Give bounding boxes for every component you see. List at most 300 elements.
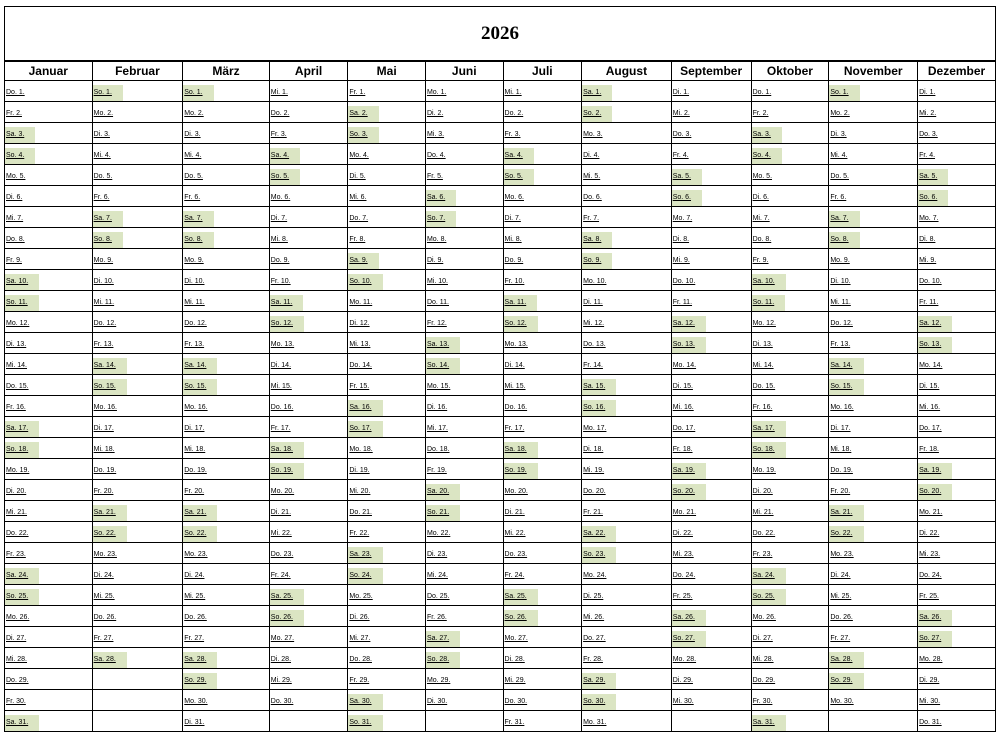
- day-entry: So. 22.: [829, 526, 863, 542]
- day-cell: [503, 606, 582, 627]
- day-entry: Di. 25.: [583, 593, 604, 600]
- day-cell: [582, 648, 672, 669]
- day-cell: [751, 585, 829, 606]
- day-entry: Do. 21.: [349, 509, 372, 516]
- day-entry: So. 15.: [93, 379, 127, 395]
- day-cell: [918, 165, 996, 186]
- day-entry: Mi. 21.: [752, 509, 774, 516]
- day-cell: [269, 606, 348, 627]
- day-entry: So. 22.: [183, 526, 217, 542]
- day-row: [5, 312, 996, 333]
- day-entry: Mi. 22.: [270, 530, 292, 537]
- day-cell: [751, 480, 829, 501]
- day-entry: Mi. 5.: [583, 173, 601, 180]
- day-entry: Fr. 16.: [752, 404, 773, 411]
- day-cell: [92, 207, 183, 228]
- day-cell: [918, 333, 996, 354]
- day-cell: [751, 144, 829, 165]
- day-cell: [503, 522, 582, 543]
- year-title: 2026: [481, 22, 519, 44]
- day-entry: So. 16.: [582, 400, 616, 416]
- day-cell: [269, 669, 348, 690]
- day-entry: Mo. 29.: [426, 677, 451, 684]
- day-cell: [92, 459, 183, 480]
- day-entry: Fr. 7.: [583, 215, 600, 222]
- day-entry: Sa. 28.: [183, 652, 217, 668]
- day-cell: [92, 81, 183, 102]
- day-entry: So. 20.: [918, 484, 952, 500]
- day-cell: [503, 564, 582, 585]
- day-entry: So. 29.: [829, 673, 863, 689]
- day-cell: [918, 606, 996, 627]
- day-entry: Fr. 8.: [349, 236, 366, 243]
- day-entry: Mo. 11.: [349, 299, 373, 306]
- day-cell: [503, 354, 582, 375]
- day-cell: [503, 501, 582, 522]
- day-cell: [269, 165, 348, 186]
- day-entry: Mo. 20.: [504, 488, 528, 495]
- day-entry: Di. 20.: [752, 488, 773, 495]
- day-cell: [183, 270, 270, 291]
- day-entry: Mi. 8.: [504, 236, 522, 243]
- day-entry: So. 7.: [426, 211, 456, 227]
- day-entry: Mi. 28.: [752, 656, 774, 663]
- day-entry: Sa. 13.: [426, 337, 460, 353]
- day-cell: [425, 81, 503, 102]
- day-entry: Di. 2.: [426, 110, 444, 117]
- day-cell: [92, 564, 183, 585]
- day-cell: [183, 606, 270, 627]
- day-cell: [671, 270, 751, 291]
- day-entry: Mo. 6.: [270, 194, 291, 201]
- day-row: [5, 123, 996, 144]
- day-row: [5, 564, 996, 585]
- day-entry: Mo. 22.: [426, 530, 451, 537]
- day-cell: [5, 543, 93, 564]
- day-cell: [348, 207, 426, 228]
- day-entry: Sa. 7.: [183, 211, 213, 227]
- day-cell: [582, 207, 672, 228]
- day-entry: Sa. 3.: [5, 127, 35, 143]
- day-cell: [183, 669, 270, 690]
- day-cell: [183, 564, 270, 585]
- day-cell: [269, 564, 348, 585]
- day-entry: Do. 17.: [919, 425, 942, 432]
- day-entry: So. 26.: [270, 610, 304, 626]
- day-cell: [918, 81, 996, 102]
- day-entry: Do. 24.: [672, 572, 696, 579]
- day-row: [5, 81, 996, 102]
- day-cell: [183, 354, 270, 375]
- day-row: [5, 648, 996, 669]
- day-entry: Fr. 18.: [672, 446, 693, 453]
- day-entry: Mi. 18.: [830, 446, 852, 453]
- day-cell: [582, 333, 672, 354]
- day-row: [5, 669, 996, 690]
- day-entry: Sa. 19.: [918, 463, 952, 479]
- day-entry: Do. 13.: [583, 341, 606, 348]
- day-entry: Do. 11.: [426, 299, 450, 306]
- month-header: Januar: [5, 62, 93, 81]
- day-cell: [92, 312, 183, 333]
- day-entry: Di. 7.: [504, 215, 521, 222]
- day-cell: [503, 312, 582, 333]
- day-cell: [348, 270, 426, 291]
- day-entry: Mo. 12.: [6, 320, 30, 327]
- day-entry: Sa. 3.: [752, 127, 782, 143]
- day-cell: [183, 438, 270, 459]
- day-entry: Mo. 7.: [919, 215, 939, 222]
- day-row: [5, 438, 996, 459]
- day-cell: [751, 543, 829, 564]
- day-entry: Do. 30.: [504, 698, 528, 705]
- day-entry: So. 17.: [348, 421, 382, 437]
- day-cell: [269, 270, 348, 291]
- day-entry: Sa. 21.: [829, 505, 863, 521]
- day-cell: [269, 438, 348, 459]
- day-cell: [829, 207, 918, 228]
- day-entry: Sa. 18.: [504, 442, 538, 458]
- day-entry: Sa. 4.: [270, 148, 300, 164]
- day-entry: Fr. 29.: [349, 677, 370, 684]
- day-cell: [269, 648, 348, 669]
- day-entry: Mi. 19.: [583, 467, 605, 474]
- day-entry: Sa. 21.: [93, 505, 127, 521]
- day-cell: [425, 564, 503, 585]
- day-cell: [183, 627, 270, 648]
- day-cell: [269, 144, 348, 165]
- day-entry: Do. 12.: [830, 320, 853, 327]
- day-entry: Di. 10.: [93, 278, 114, 285]
- day-row: [5, 270, 996, 291]
- day-row: [5, 459, 996, 480]
- day-entry: Fr. 24.: [270, 572, 291, 579]
- day-cell: [503, 669, 582, 690]
- day-cell: [751, 165, 829, 186]
- day-cell: [671, 522, 751, 543]
- day-cell: [348, 396, 426, 417]
- day-cell: [503, 228, 582, 249]
- day-cell: [269, 333, 348, 354]
- day-entry: Mo. 9.: [830, 257, 850, 264]
- day-entry: Mo. 4.: [349, 152, 369, 159]
- day-cell: [92, 249, 183, 270]
- day-entry: Sa. 10.: [752, 274, 786, 290]
- day-entry: Mi. 14.: [6, 362, 28, 369]
- day-row: [5, 501, 996, 522]
- day-entry: Mo. 14.: [919, 362, 943, 369]
- day-entry: Sa. 14.: [93, 358, 127, 374]
- day-entry: Mo. 23.: [184, 551, 208, 558]
- day-entry: Sa. 21.: [183, 505, 217, 521]
- day-entry: Fr. 25.: [672, 593, 693, 600]
- day-cell: [5, 648, 93, 669]
- day-cell: [503, 648, 582, 669]
- day-entry: Fr. 19.: [426, 467, 447, 474]
- day-cell: [671, 627, 751, 648]
- day-cell: [5, 480, 93, 501]
- day-entry: Mi. 26.: [583, 614, 605, 621]
- day-entry: Mo. 5.: [752, 173, 773, 180]
- day-entry: Do. 29.: [6, 677, 29, 684]
- day-cell: [269, 375, 348, 396]
- day-entry: So. 25.: [5, 589, 39, 605]
- day-entry: Mo. 2.: [830, 110, 850, 117]
- day-cell: [183, 711, 270, 732]
- day-cell: [582, 354, 672, 375]
- day-entry: Sa. 20.: [426, 484, 460, 500]
- day-cell: [269, 291, 348, 312]
- day-entry: Sa. 30.: [348, 694, 382, 710]
- day-cell: [751, 627, 829, 648]
- day-cell: [582, 690, 672, 711]
- day-entry: So. 4.: [752, 148, 782, 164]
- day-entry: Sa. 26.: [672, 610, 706, 626]
- day-cell: [918, 144, 996, 165]
- day-entry: Di. 23.: [426, 551, 448, 558]
- day-entry: Fr. 1.: [349, 89, 366, 96]
- day-entry: Sa. 8.: [582, 232, 612, 248]
- day-cell: [918, 270, 996, 291]
- day-cell: [829, 585, 918, 606]
- day-entry: Mi. 16.: [672, 404, 694, 411]
- day-entry: Sa. 6.: [426, 190, 456, 206]
- day-cell: [582, 522, 672, 543]
- day-entry: Mi. 27.: [349, 635, 371, 642]
- day-cell: [425, 396, 503, 417]
- day-entry: Do. 26.: [184, 614, 207, 621]
- day-cell: [425, 270, 503, 291]
- day-cell: [425, 459, 503, 480]
- day-cell: [425, 606, 503, 627]
- calendar-body: [5, 81, 996, 732]
- day-entry: Sa. 15.: [582, 379, 616, 395]
- day-entry: Fr. 30.: [752, 698, 773, 705]
- day-entry: So. 6.: [672, 190, 702, 206]
- day-cell: [269, 207, 348, 228]
- day-entry: Fr. 6.: [830, 194, 847, 201]
- day-cell: [582, 144, 672, 165]
- day-entry: Mo. 2.: [93, 110, 114, 117]
- month-header: August: [582, 62, 672, 81]
- day-entry: Do. 5.: [184, 173, 203, 180]
- day-cell: [918, 543, 996, 564]
- day-entry: Sa. 5.: [672, 169, 702, 185]
- day-entry: So. 8.: [183, 232, 213, 248]
- day-entry: Mi. 2.: [919, 110, 937, 117]
- day-cell: [503, 144, 582, 165]
- day-cell: [918, 207, 996, 228]
- day-cell: [348, 312, 426, 333]
- day-cell: [671, 669, 751, 690]
- month-header: Juni: [425, 62, 503, 81]
- day-entry: Fr. 23.: [752, 551, 773, 558]
- day-cell: [918, 480, 996, 501]
- day-entry: Mo. 3.: [583, 131, 603, 138]
- day-cell: [918, 291, 996, 312]
- day-cell: [751, 648, 829, 669]
- day-row: [5, 522, 996, 543]
- day-entry: Mi. 29.: [504, 677, 526, 684]
- day-cell: [829, 270, 918, 291]
- day-cell: [582, 669, 672, 690]
- day-entry: So. 10.: [348, 274, 382, 290]
- day-entry: So. 28.: [426, 652, 460, 668]
- day-cell: [183, 123, 270, 144]
- day-cell: [183, 480, 270, 501]
- day-cell: [582, 564, 672, 585]
- day-entry: Di. 3.: [93, 131, 110, 138]
- day-entry: Mi. 15.: [504, 383, 526, 390]
- day-entry: Di. 8.: [919, 236, 936, 243]
- day-cell: [582, 123, 672, 144]
- day-cell: [348, 480, 426, 501]
- day-entry: Mo. 16.: [830, 404, 854, 411]
- day-cell: [582, 606, 672, 627]
- day-entry: Fr. 4.: [672, 152, 689, 159]
- day-cell: [503, 417, 582, 438]
- day-entry: Fr. 24.: [504, 572, 525, 579]
- day-entry: Sa. 1.: [582, 85, 612, 101]
- day-cell: [582, 627, 672, 648]
- day-cell: [671, 207, 751, 228]
- day-cell: [918, 375, 996, 396]
- day-entry: So. 27.: [918, 631, 952, 647]
- day-cell: [92, 102, 183, 123]
- day-entry: Sa. 27.: [426, 631, 460, 647]
- day-entry: Di. 27.: [752, 635, 773, 642]
- day-cell: [425, 102, 503, 123]
- day-cell: [829, 102, 918, 123]
- day-cell: [5, 396, 93, 417]
- day-cell: [751, 711, 829, 732]
- day-entry: Sa. 7.: [93, 211, 123, 227]
- day-cell: [751, 81, 829, 102]
- day-entry: Fr. 31.: [504, 719, 525, 726]
- day-entry: Di. 11.: [583, 299, 603, 306]
- day-entry: Di. 13.: [6, 341, 27, 348]
- day-cell: [918, 564, 996, 585]
- day-entry: Mo. 9.: [93, 257, 114, 264]
- day-cell: [5, 585, 93, 606]
- day-cell: [183, 417, 270, 438]
- day-cell: [671, 438, 751, 459]
- day-entry: Mi. 22.: [504, 530, 526, 537]
- day-entry: Fr. 17.: [270, 425, 291, 432]
- day-cell: [92, 165, 183, 186]
- day-entry: Mi. 23.: [672, 551, 694, 558]
- day-entry: Mi. 11.: [184, 299, 205, 306]
- day-entry: Mo. 21.: [672, 509, 697, 516]
- day-entry: Mi. 17.: [426, 425, 448, 432]
- day-cell: [751, 459, 829, 480]
- day-entry: So. 5.: [270, 169, 300, 185]
- day-entry: Mo. 8.: [426, 236, 447, 243]
- day-cell: [918, 186, 996, 207]
- day-entry: Mo. 6.: [504, 194, 524, 201]
- day-cell: [348, 228, 426, 249]
- day-entry: So. 25.: [752, 589, 786, 605]
- day-cell: [503, 186, 582, 207]
- day-entry: Do. 10.: [672, 278, 696, 285]
- day-entry: Mi. 30.: [919, 698, 941, 705]
- day-entry: Fr. 3.: [270, 131, 287, 138]
- day-entry: Do. 23.: [270, 551, 294, 558]
- day-cell: [269, 480, 348, 501]
- day-entry: So. 2.: [582, 106, 612, 122]
- day-cell: [183, 690, 270, 711]
- day-cell: [751, 270, 829, 291]
- day-cell: [829, 648, 918, 669]
- day-cell: [918, 249, 996, 270]
- day-entry: Di. 24.: [830, 572, 851, 579]
- day-entry: Di. 26.: [349, 614, 370, 621]
- day-entry: Di. 1.: [672, 89, 690, 96]
- day-cell: [5, 291, 93, 312]
- day-cell: [829, 123, 918, 144]
- day-entry: Fr. 6.: [93, 194, 110, 201]
- day-entry: Di. 21.: [270, 509, 292, 516]
- day-entry: Mi. 12.: [583, 320, 605, 327]
- day-entry: Di. 24.: [184, 572, 205, 579]
- day-entry: Do. 15.: [752, 383, 776, 390]
- day-entry: Mo. 24.: [583, 572, 607, 579]
- day-entry: Do. 5.: [830, 173, 849, 180]
- day-entry: Di. 9.: [426, 257, 444, 264]
- day-entry: Mi. 7.: [6, 215, 24, 222]
- calendar-title: [4, 6, 996, 61]
- day-entry: Do. 3.: [919, 131, 938, 138]
- day-cell: [918, 312, 996, 333]
- day-cell: [582, 249, 672, 270]
- day-cell: [751, 228, 829, 249]
- day-entry: Fr. 18.: [919, 446, 939, 453]
- day-entry: So. 1.: [829, 85, 859, 101]
- day-cell: [183, 207, 270, 228]
- day-entry: Mi. 20.: [349, 488, 371, 495]
- day-cell: [348, 606, 426, 627]
- day-cell: [503, 711, 582, 732]
- day-entry: Fr. 14.: [583, 362, 603, 369]
- day-cell: [92, 606, 183, 627]
- day-cell: [751, 249, 829, 270]
- day-entry: Do. 25.: [426, 593, 450, 600]
- day-cell: [751, 207, 829, 228]
- day-cell: [183, 543, 270, 564]
- day-entry: Do. 20.: [583, 488, 606, 495]
- day-entry: Sa. 29.: [582, 673, 616, 689]
- month-header-row: [5, 62, 996, 81]
- day-cell: [829, 396, 918, 417]
- day-cell: [269, 228, 348, 249]
- day-cell: [918, 501, 996, 522]
- day-entry: Mi. 30.: [672, 698, 694, 705]
- day-cell: [5, 690, 93, 711]
- day-cell: [269, 396, 348, 417]
- day-cell: [348, 459, 426, 480]
- day-entry: Mo. 7.: [672, 215, 693, 222]
- day-cell: [582, 291, 672, 312]
- day-entry: Mo. 16.: [93, 404, 117, 411]
- day-cell: [671, 690, 751, 711]
- day-cell: [348, 81, 426, 102]
- day-entry: Mi. 15.: [270, 383, 292, 390]
- day-cell: [582, 585, 672, 606]
- day-cell: [751, 606, 829, 627]
- day-cell: [92, 270, 183, 291]
- day-cell: [503, 165, 582, 186]
- day-cell: [829, 228, 918, 249]
